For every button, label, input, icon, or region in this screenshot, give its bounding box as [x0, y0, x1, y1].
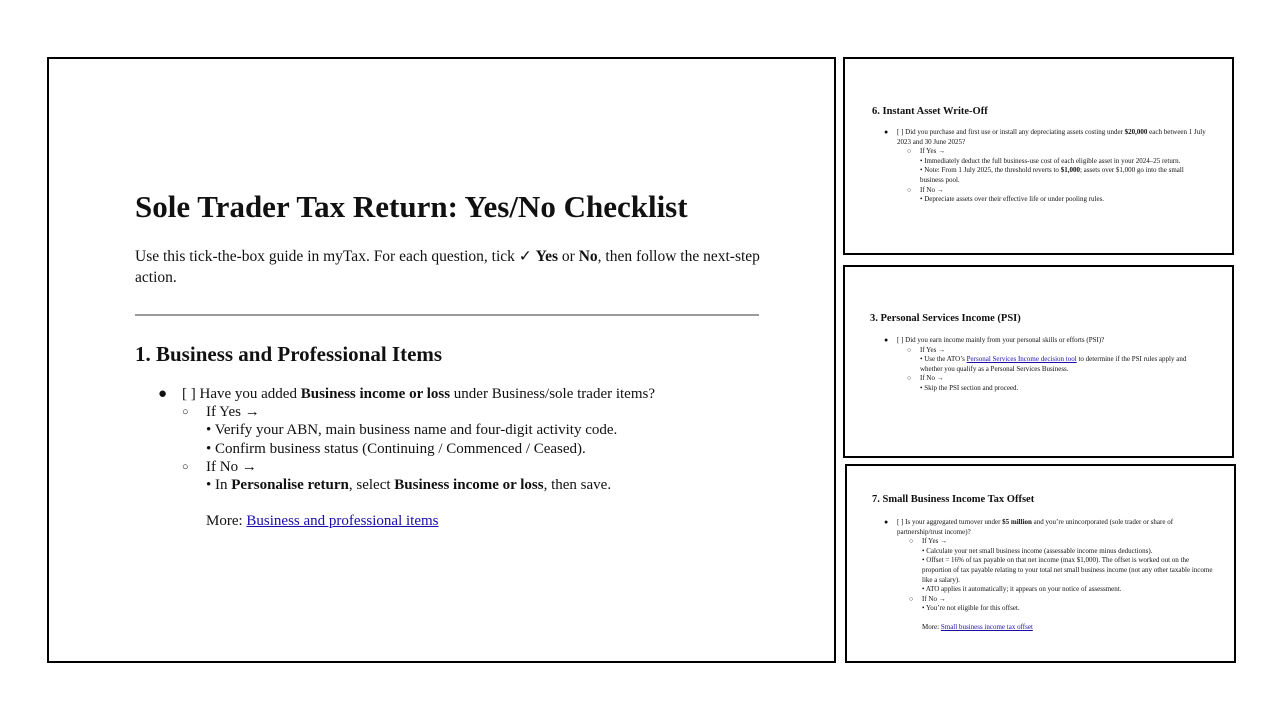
asset-note-bold: $1,000 [1060, 166, 1080, 175]
main-checklist-panel [47, 57, 836, 663]
asset-question-suffix: each between 1 July 2023 and 30 June 2025? [897, 128, 1206, 146]
bullet-circle-icon: ○ [182, 406, 189, 419]
bullet-circle-icon: ○ [182, 460, 189, 473]
no-action-prefix: • In [206, 477, 232, 494]
bullet-circle-icon: ○ [909, 537, 914, 546]
offset-more-label: More: [922, 622, 941, 631]
section-heading: 1. Business and Professional Items [135, 342, 443, 366]
asset-question-bold: $20,000 [1124, 128, 1148, 136]
intro-paragraph [135, 246, 765, 288]
psi-decision-tool-link[interactable]: Personal Services Income decision tool [966, 355, 1077, 364]
asset-yes-action-1: • Immediately deduct the full business-use cost of each eligible asset in your 2024–25 return. [920, 156, 1181, 165]
psi-panel-title: 3. Personal Services Income (PSI) [870, 313, 1021, 324]
psi-checklist [884, 336, 1209, 394]
bullet-circle-icon: ○ [909, 594, 914, 603]
bullet-disc-icon: ● [884, 336, 889, 344]
asset-if-yes [884, 147, 1209, 157]
offset-if-yes-label: If Yes → [922, 537, 948, 546]
psi-question-text: [ ] Did you earn income mainly from your personal skills or efforts (PSI)? [897, 336, 1105, 344]
offset-checklist [884, 518, 1214, 633]
section-divider [135, 314, 759, 316]
bullet-circle-icon: ○ [907, 374, 912, 383]
offset-if-no-label: If No → [922, 594, 946, 603]
no-action-bold-2: Business income or loss [394, 477, 544, 494]
check-icon: ✓ [518, 248, 532, 265]
no-action-mid: , select [348, 477, 395, 494]
page-title: Sole Trader Tax Return: Yes/No Checklist [135, 189, 688, 224]
no-action [158, 476, 758, 494]
offset-more-line [884, 623, 1214, 633]
offset-no-action: • You’re not eligible for this offset. [922, 604, 1020, 613]
bullet-disc-icon: ● [884, 518, 889, 526]
offset-panel-title: 7. Small Business Income Tax Offset [872, 494, 1035, 505]
no-action-suffix: , then save. [543, 477, 612, 494]
offset-question-bold: $5 million [1002, 518, 1032, 526]
psi-if-no-label: If No → [920, 374, 944, 383]
intro-text-end: , then follow the next-step action. [135, 248, 760, 286]
psi-panel [843, 265, 1234, 458]
offset-question-prefix: [ ] Is your aggregated turnover under [897, 518, 1003, 526]
question-prefix: [ ] Have you added [182, 386, 301, 402]
yes-action-2: • Confirm business status (Continuing / Commenced / Ceased). [206, 440, 586, 457]
psi-question [884, 336, 1209, 346]
asset-checklist [884, 128, 1209, 205]
business-items-link[interactable]: Business and professional items [246, 513, 439, 530]
asset-yes-action-2 [884, 166, 1209, 185]
intro-no: No [578, 248, 598, 265]
offset-yes-action-3: • ATO applies it automatically; it appears on your notice of assessment. [922, 585, 1122, 594]
psi-if-no [884, 374, 1209, 384]
question-text [158, 386, 655, 402]
psi-if-yes [884, 346, 1209, 356]
offset-yes-action-2: • Offset = 16% of tax payable on that net income (max $1,000). The offset is worked out on the proportion of tax payable relating to your total net small business income (not any other taxable income like a salary). [922, 556, 1213, 584]
offset-link[interactable]: Small business income tax offset [940, 622, 1033, 631]
offset-question-suffix: and you’re unincorporated (sole trader or share of partnership/trust income)? [897, 518, 1174, 536]
no-action-bold-1: Personalise return [231, 477, 349, 494]
if-no-item [158, 458, 758, 476]
small-business-offset-panel [845, 464, 1236, 663]
offset-yes-action-1: • Calculate your net small business income (assessable income minus deductions). [922, 546, 1153, 555]
bullet-disc-icon: ● [158, 386, 168, 402]
if-yes-item [158, 403, 758, 421]
offset-question [884, 518, 1214, 537]
question-bold: Business income or loss [300, 386, 451, 402]
bullet-circle-icon: ○ [907, 345, 912, 354]
asset-question-prefix: [ ] Did you purchase and first use or install any depreciating assets costing under [897, 128, 1125, 136]
if-yes-label: If Yes → [206, 404, 260, 421]
asset-if-yes-label: If Yes → [920, 147, 946, 156]
bullet-circle-icon: ○ [907, 147, 912, 156]
intro-yes: Yes [535, 248, 559, 265]
asset-question [884, 128, 1209, 147]
asset-if-no-label: If No → [920, 185, 944, 194]
yes-action-1: • Verify your ABN, main business name and four-digit activity code. [206, 422, 618, 439]
if-no-label: If No → [206, 458, 257, 475]
psi-yes-suffix: to determine if the PSI rules apply and whether you qualify as a Personal Services Business. [920, 355, 1187, 373]
asset-note-prefix: • Note: From 1 July 2025, the threshold reverts to [920, 166, 1061, 175]
intro-text-start: Use this tick-the-box guide in myTax. For each question, tick [135, 248, 519, 265]
asset-note-suffix: ; assets over $1,000 go into the small business pool. [920, 166, 1184, 184]
psi-yes-prefix: • Use the ATO’s [920, 355, 967, 364]
asset-no-action: • Depreciate assets over their effective life or under pooling rules. [920, 195, 1105, 204]
intro-or: or [558, 248, 579, 265]
asset-panel-title: 6. Instant Asset Write-Off [872, 106, 988, 117]
bullet-circle-icon: ○ [907, 185, 912, 194]
offset-if-no [884, 595, 1214, 605]
psi-yes-action [884, 355, 1209, 374]
more-label: More: [206, 513, 247, 530]
bullet-disc-icon: ● [884, 128, 889, 136]
more-line [158, 512, 758, 530]
psi-if-yes-label: If Yes → [920, 345, 946, 354]
psi-no-action: • Skip the PSI section and proceed. [920, 383, 1019, 392]
question-suffix: under Business/sole trader items? [450, 386, 656, 402]
checklist-list [158, 385, 758, 530]
instant-asset-writeoff-panel [843, 57, 1234, 255]
checklist-question [158, 385, 758, 403]
offset-if-yes [884, 537, 1214, 547]
asset-if-no [884, 186, 1209, 196]
